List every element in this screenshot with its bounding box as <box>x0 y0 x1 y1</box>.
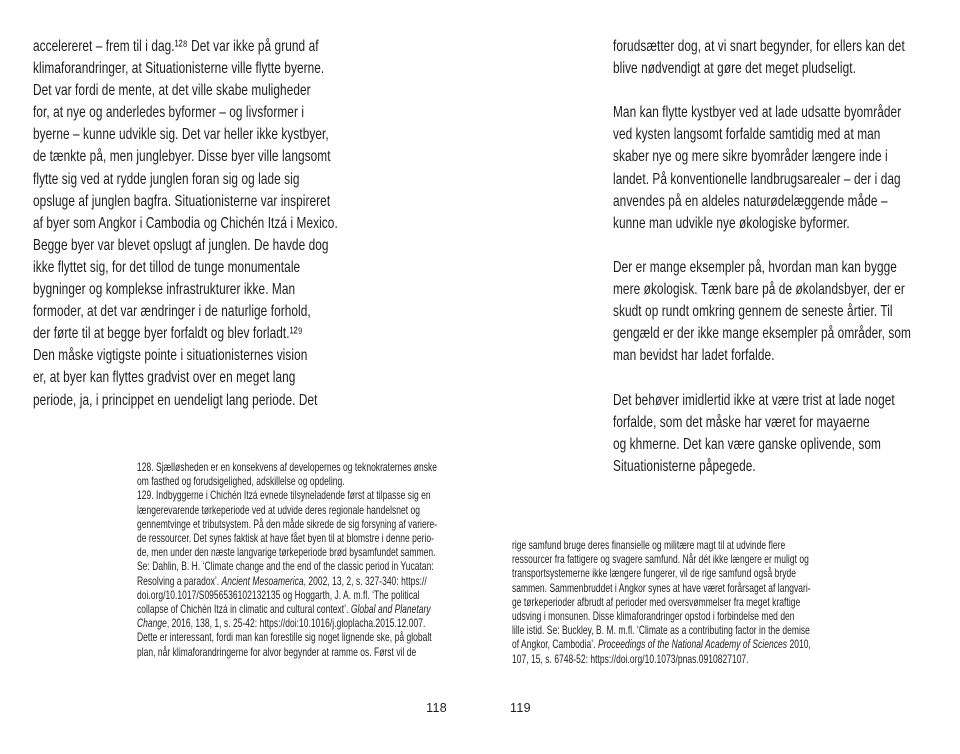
text-segment: de ressourcer. Det synes faktisk at have fået byen til at blomstre i denne perio- <box>137 532 434 546</box>
text-line <box>512 567 841 581</box>
text-line: der førte til at begge byer forfaldt og blev forladt.¹²⁹ <box>33 325 303 343</box>
text-segment: de, men under den næste langvarige tørkeperiode brød bysamfundet sammen. <box>137 546 436 560</box>
italic-text-segment: Proceedings of the National Academy of Sciences <box>597 638 788 652</box>
text-segment: plan, når klimaforandringerne for alvor begynder at ramme os. Først vil de <box>137 645 417 659</box>
text-line: forfalde, som det måske har været for mayaerne <box>613 413 870 431</box>
text-segment: lille istid. Se: Buckley, B. M. m.fl. ‘Climate as a contributing factor in the demise <box>512 624 810 638</box>
text-line: blive nødvendigt at gøre det meget pludseligt. <box>613 60 856 78</box>
text-segment: ge tørkeperioder afbrudt af perioder med oversvømmelser fra meget kraftige <box>512 595 801 609</box>
text-line <box>137 504 466 518</box>
text-line <box>137 518 466 532</box>
text-line <box>613 80 939 102</box>
text-line <box>137 575 466 589</box>
text-line <box>137 532 466 546</box>
text-segment: Se: Dahlin, B. H. ‘Climate change and the end of the classic period in Yucatan: <box>137 560 434 574</box>
text-line <box>512 596 841 610</box>
text-line: Man kan flytte kystbyer ved at lade udsatte byområder <box>613 104 902 122</box>
left-page-footnotes <box>137 461 466 660</box>
italic-text-segment: Global and Planetary <box>350 603 431 617</box>
text-segment: udsving i monsunen. Disse klimaforandringer opstod i forbindelse med den <box>512 610 795 624</box>
text-segment: 128. Sjælløsheden er en konsekvens af developernes og teknokraternes ønske <box>137 461 438 474</box>
text-line: Der er mange eksempler på, hvordan man kan bygge <box>613 258 897 276</box>
text-line <box>137 560 466 574</box>
text-segment: gennemtvinge et tributsystem. På den måde sikrede de sig forsyning af variere- <box>137 517 438 531</box>
right-page-number: 119 <box>510 701 531 715</box>
text-line <box>137 646 466 660</box>
italic-text-segment: Ancient Mesoamerica <box>221 574 304 588</box>
text-line <box>137 603 466 617</box>
text-segment: , 2016, 138, 1, s. 25-42: https://doi:10.1016/j.gloplacha.2015.12.007. <box>166 617 426 631</box>
text-line: skudt op rundt omkring gennem de seneste årtier. Til <box>613 303 893 321</box>
text-segment: 2010, <box>787 638 811 652</box>
text-line: ikke flyttet sig, for det tillod de tunge monumentale <box>33 258 301 276</box>
left-page-number: 118 <box>426 701 447 715</box>
text-line <box>512 638 841 652</box>
text-segment: Resolving a paradox’. <box>137 574 222 588</box>
text-segment: of Angkor, Cambodia’. <box>512 638 598 652</box>
text-line <box>512 653 841 667</box>
text-line: opsluge af junglen bagfra. Situationisterne var inspireret <box>33 192 331 210</box>
text-line <box>512 539 841 553</box>
text-line: Begge byer var blevet opslugt af junglen. De havde dog <box>33 236 329 254</box>
text-segment: om fasthed og forudsigelighed, adskillelse og opdeling. <box>137 475 345 489</box>
text-segment: doi.org/10.1017/S0956536102132135 og Hoggarth, J. A. m.fl. ‘The political <box>137 588 420 602</box>
text-line: Det var fordi de mente, at det ville skabe muligheder <box>33 82 311 100</box>
text-segment: ressourcer fra fattigere og svagere samfund. Når dét ikke længere er muligt og <box>512 553 809 567</box>
text-line: anvendes på en aldeles naturødelæggende måde – <box>613 192 888 210</box>
text-line <box>613 235 939 257</box>
text-segment: collapse of Chichén Itzá in climatic and cultural context’. <box>137 603 351 617</box>
text-line: kunne man udvikle nye økologiske byformer. <box>613 214 850 232</box>
text-line: for, at nye og anderledes byformer – og livsformer i <box>33 104 305 122</box>
text-segment: Dette er interessant, fordi man kan forestille sig noget lignende ske, på globalt <box>137 631 432 645</box>
text-segment: 107, 15, s. 6748-52: https://doi.org/10.1073/pnas.0910827107. <box>512 652 749 666</box>
text-line: er, at byer kan flyttes gradvist over en meget lang <box>33 369 296 387</box>
text-line: formoder, at det var ændringer i de naturlige forhold, <box>33 303 311 321</box>
text-segment: sammen. Sammenbruddet i Angkor synes at have været forårsaget af langvari- <box>512 581 811 595</box>
text-line <box>613 367 939 389</box>
left-page-body-text <box>33 36 359 412</box>
text-line <box>512 624 841 638</box>
text-line <box>137 475 466 489</box>
text-line <box>137 589 466 603</box>
italic-text-segment: Change <box>137 617 167 631</box>
right-page-footnotes <box>512 539 841 667</box>
text-segment: rige samfund bruge deres finansielle og militære magt til at udvinde flere <box>512 539 786 552</box>
text-line: klimaforandringer, at Situationisterne ville flytte byerne. <box>33 60 325 78</box>
text-line: periode, ja, i princippet en uendeligt lang periode. Det <box>33 391 318 409</box>
text-line: bygninger og komplekse infrastrukturer ikke. Man <box>33 281 296 299</box>
text-line: accelereret – frem til i dag.¹²⁸ Det var ikke på grund af <box>33 38 319 55</box>
text-line: landet. På konventionelle landbrugsarealer – der i dag <box>613 170 901 188</box>
text-line <box>137 489 466 503</box>
text-line <box>512 582 841 596</box>
text-line: ved kysten langsomt forfalde samtidig med at man <box>613 126 881 144</box>
text-line <box>512 553 841 567</box>
text-line <box>137 461 466 475</box>
text-line: de tænkte på, men junglebyer. Disse byer ville langsomt <box>33 148 331 166</box>
text-line <box>137 631 466 645</box>
text-segment: , 2002, 13, 2, s. 327-340: https:// <box>303 574 427 588</box>
text-line: skaber nye og mere sikre byområder længere inde i <box>613 148 888 166</box>
text-line: man bevidst har ladet forfalde. <box>613 347 775 365</box>
text-line: Den måske vigtigste pointe i situationisternes vision <box>33 347 308 365</box>
text-line: og khmerne. Det kan være ganske oplivende, som <box>613 435 881 453</box>
text-line: Det behøver imidlertid ikke at være trist at lade noget <box>613 391 895 409</box>
text-line <box>512 610 841 624</box>
text-segment: længerevarende tørkeperiode ved at udvide deres regionale handelsnet og <box>137 503 421 517</box>
text-line <box>137 617 466 631</box>
text-segment: transportsystemerne ikke længere fungerer, vil de rige samfund også bryde <box>512 567 796 581</box>
text-line: mere økologisk. Tænk bare på de økolandsbyer, der er <box>613 281 905 299</box>
text-line: gengæld er der ikke mange eksempler på områder, som <box>613 325 911 343</box>
text-segment: 129. Indbyggerne i Chichén Itzá evnede tilsyneladende først at tilpasse sig en <box>137 489 431 503</box>
text-line: flytte sig ved at rydde junglen foran sig og lade sig <box>33 170 300 188</box>
text-line: byerne – kunne udvikle sig. Det var heller ikke kystbyer, <box>33 126 329 144</box>
right-page-body-text <box>613 36 939 478</box>
text-line <box>137 546 466 560</box>
text-line: Situationisterne påpegede. <box>613 457 756 475</box>
text-line: forudsætter dog, at vi snart begynder, for ellers kan det <box>613 38 905 55</box>
text-line: af byer som Angkor i Cambodia og Chichén Itzá i Mexico. <box>33 214 338 232</box>
